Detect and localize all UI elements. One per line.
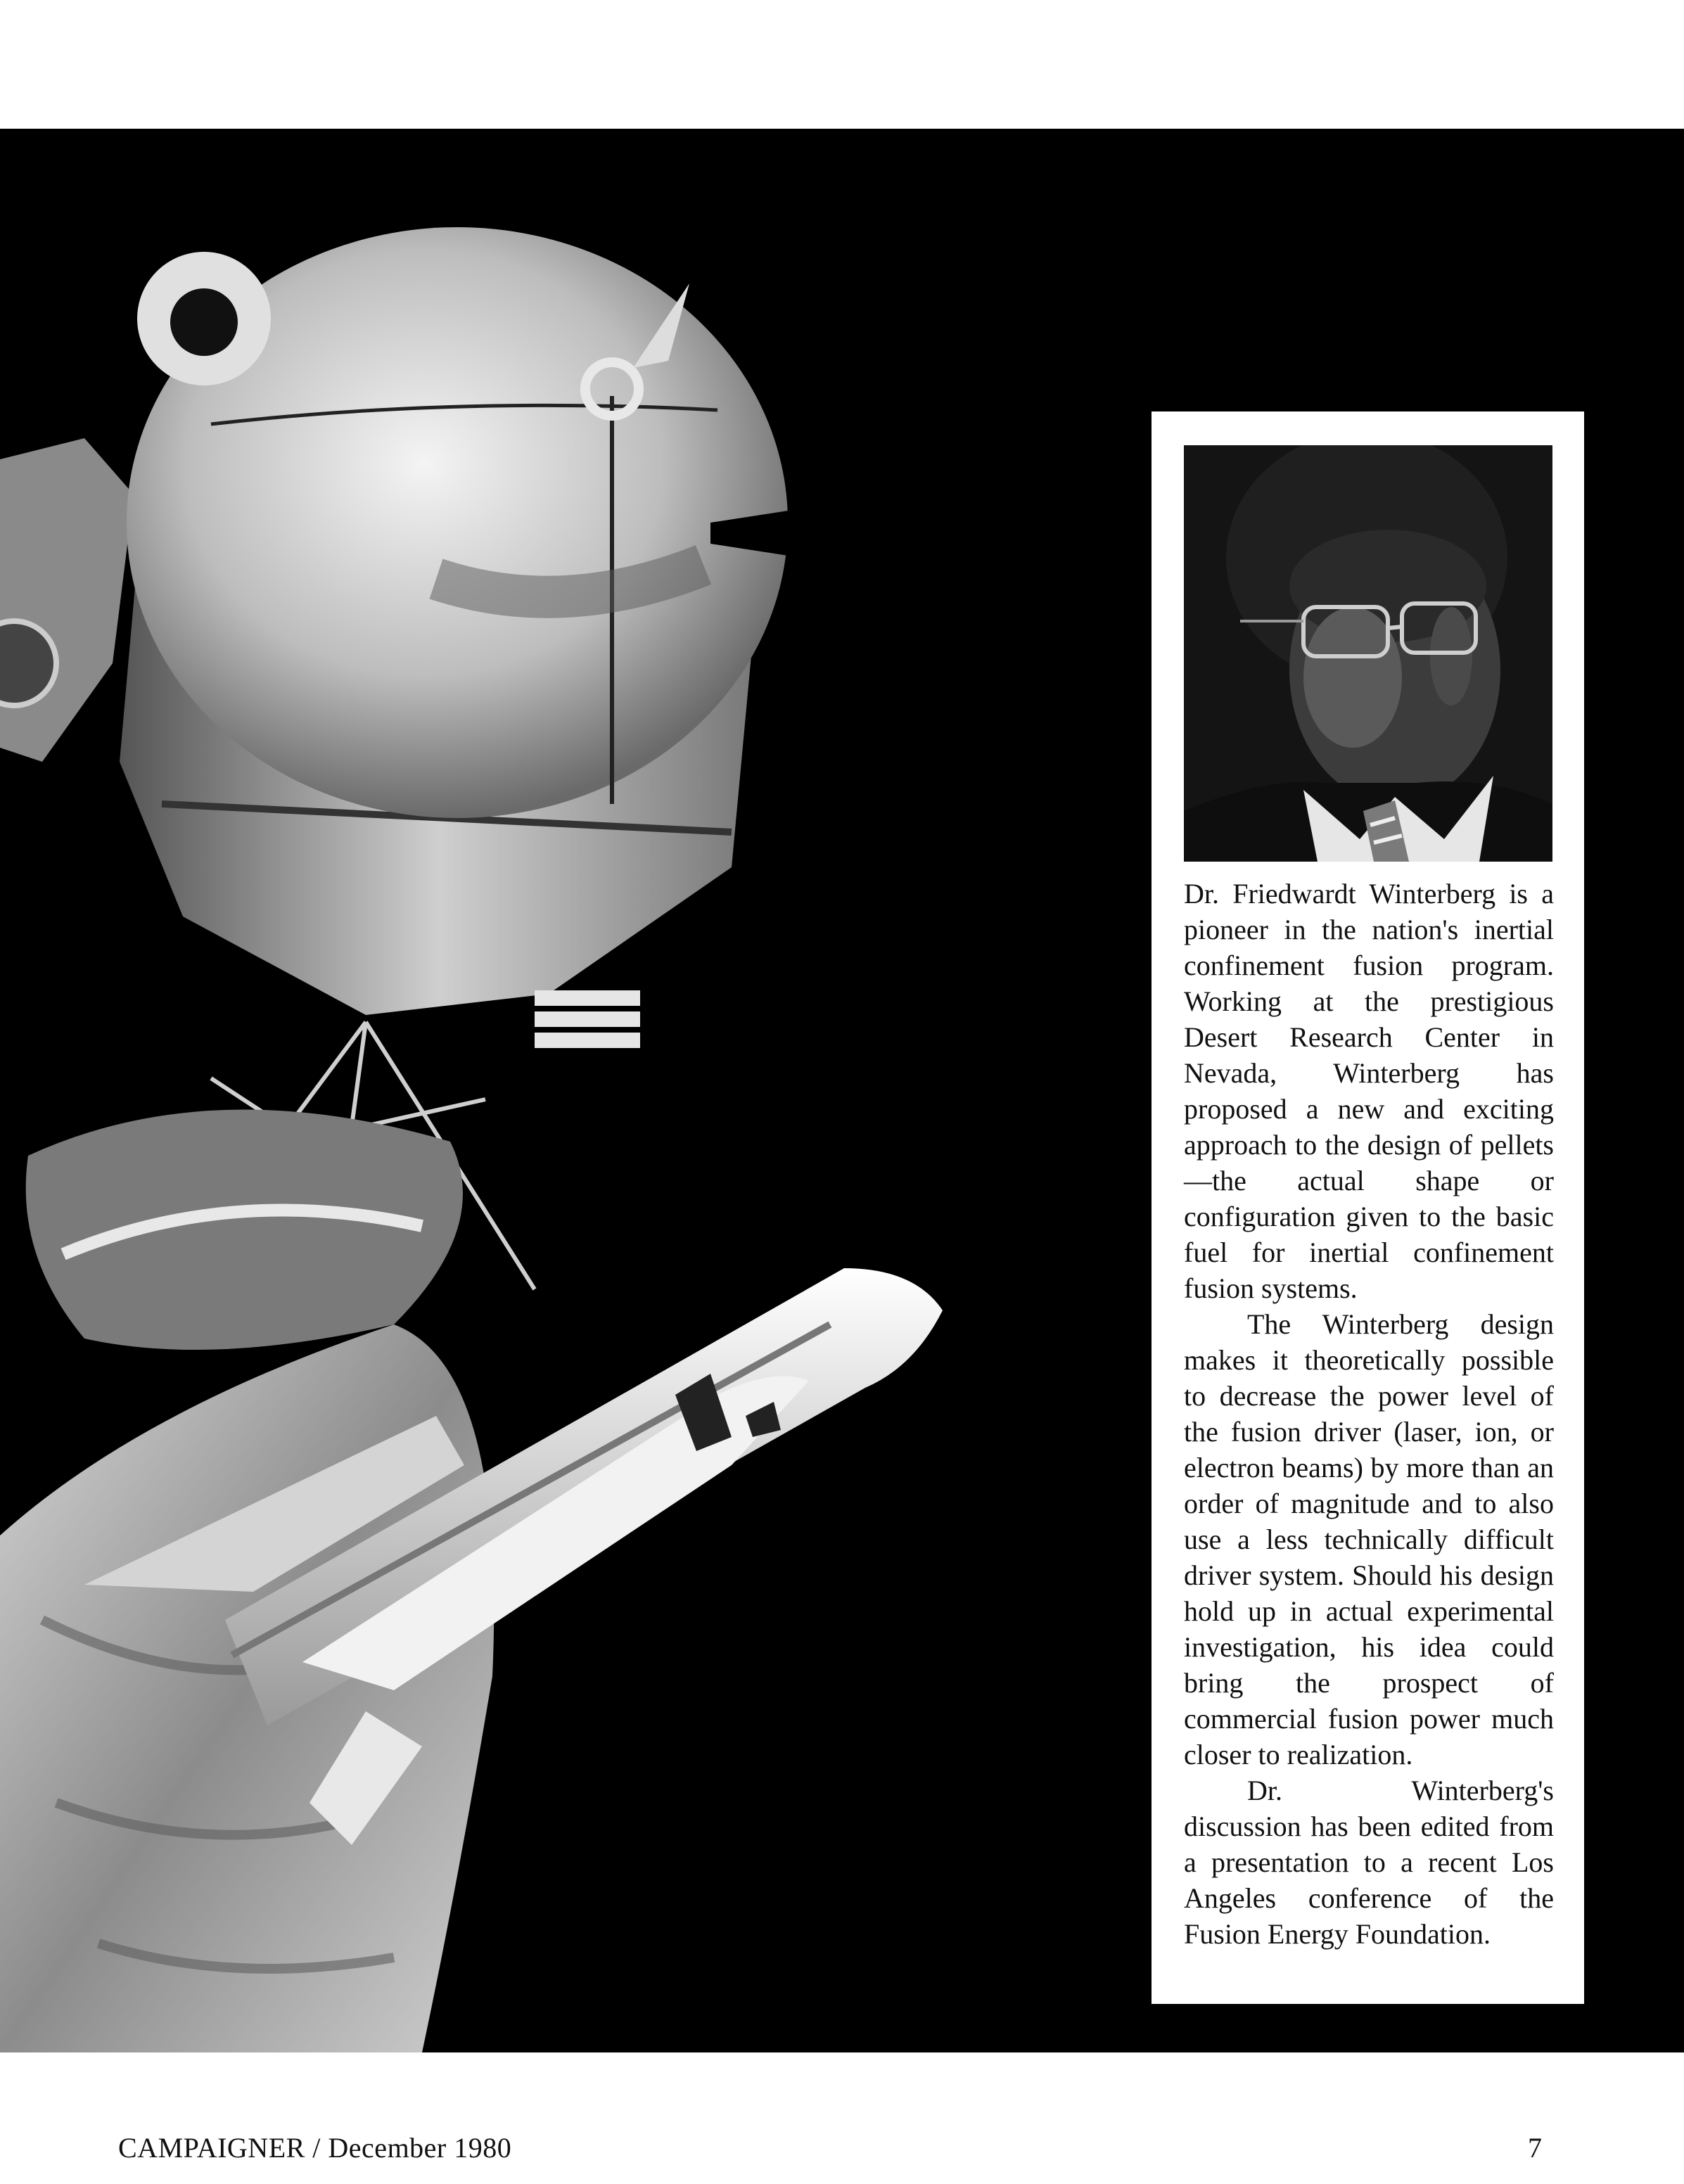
space-station-shuttle-photo: [0, 129, 1684, 2052]
page-number: 7: [1528, 2132, 1542, 2164]
publication-footer: CAMPAIGNER / December 1980: [118, 2132, 512, 2164]
bio-paragraph-1: Dr. Friedwardt Winterberg is a pioneer in the nation's inertial confinement fusion program. Working at the prestigious Desert Research Center in Nevada, Winterberg has proposed a new and exciting approach to the design of pellets—the actual shape or configuration given to the basic fuel for inertial confinement fusion systems.: [1184, 878, 1554, 1304]
portrait-illustration: [1184, 445, 1552, 862]
winterberg-portrait-photo: [1184, 445, 1552, 862]
bio-text: [1184, 876, 1554, 1952]
sidebar-box: [1152, 411, 1584, 2004]
bio-paragraph-3: Dr. Winterberg's discussion has been edited from a presentation to a recent Los Angeles conference of the Fusion Energy Foundation.: [1184, 1775, 1554, 1950]
space-station-illustration: [0, 129, 1152, 2052]
bio-paragraph-2: The Winterberg design makes it theoretically possible to decrease the power level of the fusion driver (laser, ion, or electron beams) by more than an order of magnitude and to also use a less technically difficult driver system. Should his design hold up in actual experimental investigation, his idea could bring the prospect of commercial fusion power much closer to realization.: [1184, 1308, 1554, 1770]
